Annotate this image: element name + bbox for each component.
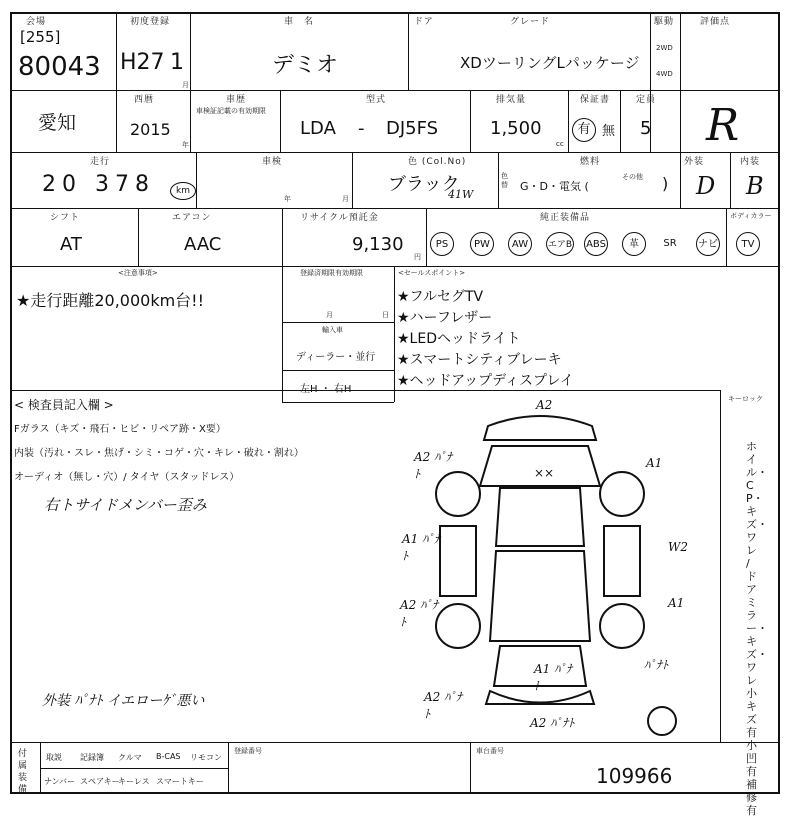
color-change: 色替: [501, 172, 508, 189]
damage-annotation: W2: [668, 540, 688, 554]
interior-label: 内装: [740, 157, 761, 167]
handwritten-note: 外装 ﾊﾟﾅﾄ イエローｹﾞ悪い: [42, 693, 205, 709]
chassis-number-label: 車台番号: [476, 747, 504, 755]
audio-tire: オーディオ（無し・穴）/ タイヤ（スタッドレス）: [14, 472, 240, 483]
registration-month: 月: [326, 311, 333, 319]
option-leather: 革: [622, 232, 646, 256]
mileage-label: 走行: [90, 157, 111, 167]
accessories-label: 付属装備: [18, 749, 28, 795]
keylock-label: キーロック: [728, 395, 763, 403]
divider: [470, 90, 471, 152]
inspection-year: 年: [284, 195, 291, 203]
divider: [352, 152, 353, 208]
inspection-label: 車検: [262, 157, 283, 167]
chassis-number: 109966: [596, 764, 673, 788]
color-number: 41W: [448, 188, 474, 201]
sales-point: ★LEDヘッドライト: [397, 331, 521, 347]
divider: [730, 152, 731, 208]
sales-point: ★ヘッドアップディスプレイ: [397, 373, 574, 389]
option-pw: PW: [470, 232, 494, 256]
drive-4wd: 4WD: [656, 70, 673, 78]
divider: [726, 208, 727, 266]
option-tv: TV: [736, 232, 760, 256]
caution-text: ★走行距離20,000km台!!: [16, 291, 205, 310]
divider: [470, 742, 471, 794]
cabin: [490, 551, 590, 641]
front-bumper: [484, 416, 596, 440]
glass-condition: Fガラス（キズ・飛石・ヒビ・リペア跡・X要）: [14, 424, 226, 435]
option-ps: PS: [430, 232, 454, 256]
damage-annotation: ××: [534, 466, 555, 480]
divider: [190, 12, 191, 90]
capacity: 5: [640, 118, 652, 139]
session-label: 会場: [26, 17, 47, 27]
divider: [138, 208, 139, 266]
accessory-item: 取説: [46, 753, 62, 762]
caution-label: <注意事項>: [118, 269, 158, 277]
region: 愛知: [38, 112, 77, 134]
damage-annotation: A2: [536, 398, 553, 412]
divider: [498, 152, 499, 208]
steering-side: 左H ・ 右H: [300, 384, 352, 395]
car-name: デミオ: [272, 53, 339, 78]
year-label: 西暦: [134, 95, 155, 105]
recycle-fee: 9,130: [352, 234, 404, 255]
recycle-unit: 円: [414, 253, 421, 261]
roof: [496, 488, 584, 546]
mileage-unit: km: [170, 182, 196, 200]
accessory-item: リモコン: [190, 753, 222, 762]
registration-label: 登録済期限有効期限: [300, 269, 363, 277]
accessory-item: B-CAS: [156, 752, 181, 761]
handwritten-note: 右トサイドメンバー歪み: [44, 496, 207, 514]
era: H27: [120, 50, 165, 75]
divider: [10, 90, 780, 91]
divider: [10, 742, 780, 743]
capacity-label: 定員: [636, 95, 657, 105]
right-doors: [604, 526, 640, 596]
model-prefix: LDA: [300, 118, 336, 139]
history-note: 車検証記載の有効期限: [196, 107, 266, 115]
divider: [282, 208, 283, 266]
accessory-item: スペアキー: [80, 777, 120, 786]
divider: [680, 12, 681, 90]
model-year: 2015: [130, 120, 171, 139]
recycle-label: リサイクル預託金: [300, 213, 379, 223]
divider: [720, 390, 721, 742]
fuel-close: ): [662, 174, 669, 193]
option-airbag: エアB: [546, 232, 574, 256]
divider: [190, 90, 191, 152]
aircon-label: エアコン: [172, 213, 212, 223]
month-unit: 月: [182, 81, 189, 89]
reg-month: 1: [170, 50, 184, 75]
option-sunroof: SR: [663, 238, 677, 249]
damage-annotation: A2 ﾊﾟﾅﾄ: [530, 716, 575, 730]
damage-annotation: A1: [646, 456, 663, 470]
divider: [620, 90, 621, 152]
drive-label: 駆動: [654, 17, 675, 27]
divider: [228, 742, 229, 794]
fuel-label: 燃料: [580, 157, 601, 167]
divider: [196, 152, 197, 208]
interior-condition: 内装（汚れ・スレ・焦げ・シミ・コゲ・穴・キレ・破れ・割れ）: [14, 448, 304, 459]
model-label: 型式: [366, 95, 387, 105]
divider: [280, 90, 281, 152]
accessory-item: クルマ: [118, 753, 142, 762]
fuel-options: G・D・電気 (: [520, 180, 589, 193]
divider: [10, 152, 780, 153]
sales-point: ★スマートシティブレーキ: [397, 352, 562, 368]
warranty-label: 保証書: [580, 95, 611, 105]
damage-annotation: A1: [668, 596, 685, 610]
lot-bracket: [255]: [20, 28, 61, 46]
registration-number-label: 登録番号: [234, 747, 262, 755]
doors-label: ドア: [414, 17, 434, 27]
model-code: DJ5FS: [386, 118, 439, 139]
divider: [116, 12, 117, 152]
score: R: [706, 100, 740, 151]
damage-annotation: A1 ﾊﾟﾅﾄ: [402, 532, 441, 563]
import-type: ディーラー・並行: [296, 352, 376, 363]
extra-label: ボディカラー: [730, 212, 772, 220]
divider: [282, 402, 394, 403]
sales-point: ★ハーフレザー: [397, 310, 493, 326]
exterior-grade: D: [696, 172, 716, 200]
divider: [10, 208, 780, 209]
inspection-label: < 検査員記入欄 >: [14, 398, 114, 412]
divider: [282, 322, 394, 323]
import-label: 輸入車: [322, 326, 343, 334]
divider: [282, 370, 394, 371]
accessory-item: スマートキー: [156, 777, 204, 786]
model-dash: -: [358, 118, 365, 139]
option-aw: AW: [508, 232, 532, 256]
divider: [568, 90, 569, 152]
warranty-no: 無: [602, 124, 616, 139]
option-abs: ABS: [584, 232, 608, 256]
divider: [680, 152, 681, 208]
front-right-tire: [600, 472, 644, 516]
score-label: 評価点: [700, 17, 731, 27]
rear-left-tire: [436, 604, 480, 648]
registration-day: 日: [382, 311, 389, 319]
color-label: 色 (Col.No): [408, 157, 467, 167]
sales-label: <セールスポイント>: [398, 269, 466, 277]
first-reg-label: 初度登録: [130, 17, 171, 27]
lot-number: 80043: [18, 52, 101, 82]
interior-grade: B: [746, 172, 764, 200]
history-label: 車歴: [226, 95, 247, 105]
option-navi: ナビ: [696, 232, 720, 256]
color: ブラック: [388, 174, 460, 195]
mileage: 20 378: [42, 172, 155, 197]
divider: [10, 266, 780, 267]
equipment-label: 純正装備品: [540, 213, 591, 223]
grade: XDツーリングLパッケージ: [460, 54, 640, 72]
damage-annotation: ﾊﾟﾅﾄ: [644, 658, 669, 672]
damage-annotation: A2 ﾊﾟﾅﾄ: [400, 598, 439, 629]
accessory-item: 記録簿: [80, 753, 104, 762]
rear-right-tire: [600, 604, 644, 648]
shift-label: シフト: [50, 213, 81, 223]
spare-tire: [648, 707, 676, 735]
damage-annotation: A1 ﾊﾟﾅﾄ: [534, 662, 573, 693]
left-doors: [440, 526, 476, 596]
divider: [282, 266, 283, 402]
cc-unit: cc: [556, 140, 564, 148]
exterior-label: 外装: [684, 157, 705, 167]
aircon: AAC: [184, 234, 222, 255]
wheel-mirror-condition: ホイル・CP・キズ・ワレ / ドアミラー・キズ・ワレ 小キズ有 小凹有 補修有: [746, 440, 768, 817]
accessory-item: ナンバー: [44, 777, 76, 786]
fuel-other: その他: [622, 173, 643, 181]
inspection-month: 月: [342, 195, 349, 203]
displacement: 1,500: [490, 118, 542, 139]
drive-2wd: 2WD: [656, 44, 673, 52]
divider: [680, 90, 681, 152]
damage-annotation: A2 ﾊﾟﾅﾄ: [424, 690, 463, 721]
divider: [10, 390, 720, 391]
accessory-item: キーレス: [118, 777, 150, 786]
car-name-label: 車 名: [284, 17, 315, 27]
divider: [426, 208, 427, 266]
sales-point: ★フルセグTV: [397, 289, 484, 305]
displacement-label: 排気量: [496, 95, 527, 105]
year-unit: 年: [182, 141, 189, 149]
damage-annotation: A2 ﾊﾟﾅﾄ: [414, 450, 453, 481]
divider: [394, 266, 395, 402]
grade-label: グレード: [510, 17, 551, 27]
shift: AT: [60, 234, 82, 255]
warranty-yes: 有: [572, 118, 596, 142]
divider: [408, 12, 409, 90]
divider: [40, 768, 228, 769]
